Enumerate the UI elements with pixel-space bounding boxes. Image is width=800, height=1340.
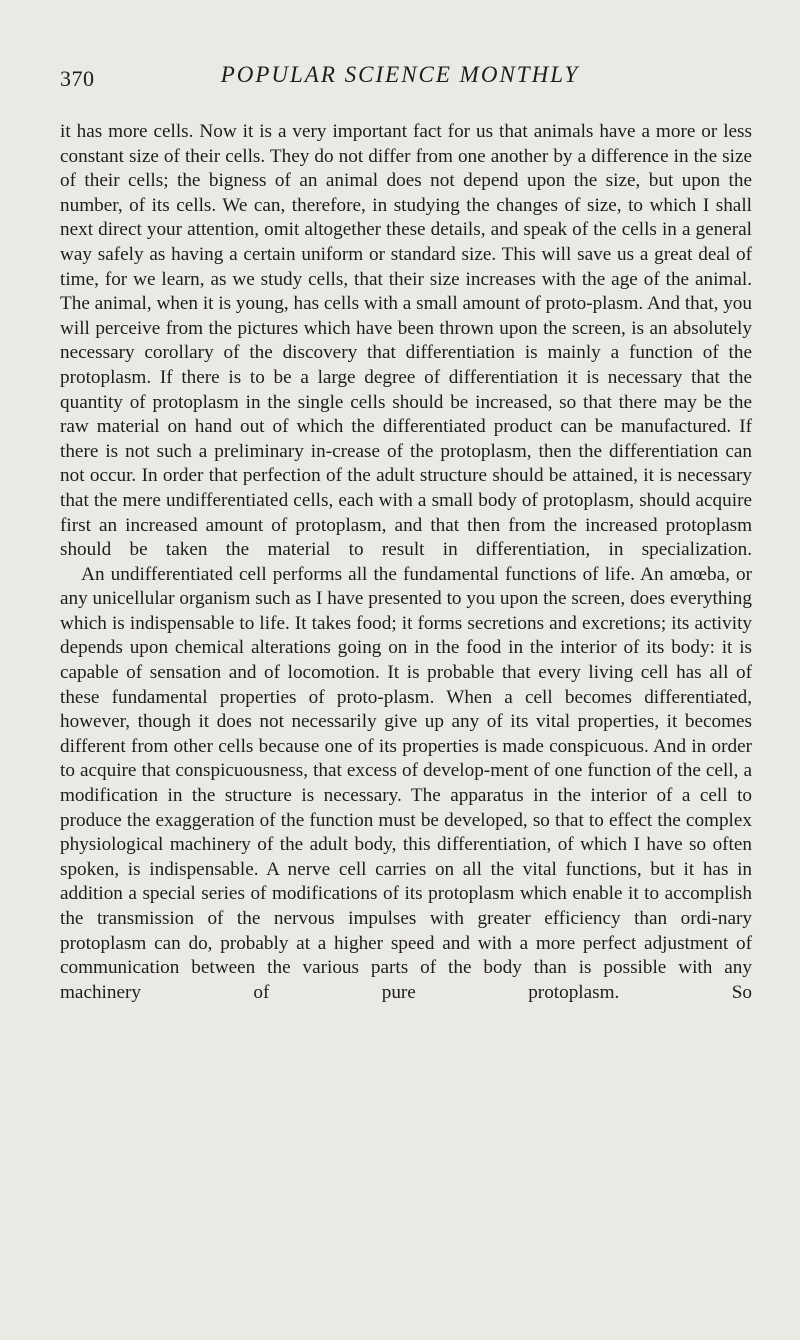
body-text xyxy=(60,120,752,1005)
page-number: 370 xyxy=(60,66,95,91)
paragraph-2: An undifferentiated cell performs all the fundamental functions of life. An amœba, or any unicellular organism such as I have presented to you upon the screen, does everything which is indispensable to life. It takes food; it forms secretions and excretions; its activity depends upon chemical alterations going on in the food in the interior of its body: it is capable of sensation and of locomotion. It is probable that every living cell has all of these fundamental properties of proto-plasm. When a cell becomes differentiated, however, though it does not necessarily give up any of its vital properties, it becomes different from other cells because one of its properties is made conspicuous. And in order to acquire that conspicuousness, that excess of develop-ment of one function of the cell, a modification in the structure is necessary. The apparatus in the interior of a cell to produce the exaggeration of the function must be developed, so that to effect the complex physiological machinery of the adult body, this differentiation, of which I have so often spoken, is indispensable. A nerve cell carries on all the vital functions, but it has in addition a special series of modifications of its protoplasm which enable it to accomplish the transmission of the nervous impulses with greater efficiency than ordi-nary protoplasm can do, probably at a higher speed and with a more perfect adjustment of communication between the various parts of the body than is possible with any machinery of pure protoplasm. So xyxy=(60,563,752,1003)
paragraph-1: it has more cells. Now it is a very important fact for us that animals have a more or less constant size of their cells. They do not differ from one another by a difference in the size of their cells; the bigness of an animal does not depend upon the size, but upon the number, of its cells. We can, therefore, in studying the changes of size, to which I shall next direct your attention, omit altogether these details, and speak of the cells in a general way safely as having a certain uniform or standard size. This will save us a great deal of time, for we learn, as we study cells, that their size increases with the age of the animal. The animal, when it is young, has cells with a small amount of proto-plasm. And that, you will perceive from the pictures which have been thrown upon the screen, is an absolutely necessary corollary of the discovery that differentiation is mainly a function of the protoplasm. If there is to be a large degree of differentiation it is necessary that the quantity of protoplasm in the single cells should be increased, so that there may be the raw material on hand out of which the differentiated product can be manufactured. If there is not such a preliminary in-crease of the protoplasm, then the differentiation can not occur. In order that perfection of the adult structure should be attained, it is necessary that the mere undifferentiated cells, each with a small body of protoplasm, should acquire first an increased amount of protoplasm, and that then from the increased protoplasm should be taken the material to result in differentiation, in specialization. xyxy=(60,121,752,561)
running-head: POPULAR SCIENCE MONTHLY xyxy=(220,62,580,87)
